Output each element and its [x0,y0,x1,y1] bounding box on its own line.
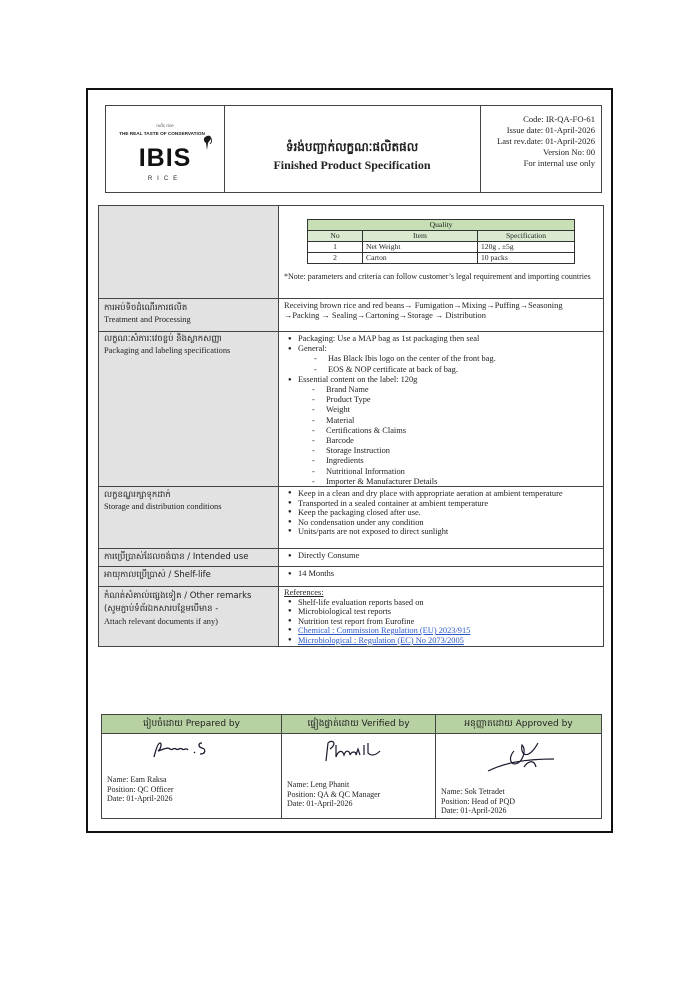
list-item: ● Keep the packaging closed after use. [284,508,598,518]
list-item: - Barcode [312,436,598,446]
approved-by-column [436,715,601,818]
prepared-by-header: រៀបចំដោយ Prepared by [102,715,281,734]
verified-date: Date: 01-April-2026 [287,799,353,809]
table-row [308,253,575,264]
remarks-row [99,586,603,646]
col-item: Item [363,231,478,242]
prepared-by-info [107,775,174,804]
list-item: ● Shelf-life evaluation reports based on [284,598,598,608]
storage-row [99,486,603,548]
list-item: - Ingredients [312,456,598,466]
last-rev-date: Last rev.date: 01-April-2026 [496,136,595,146]
remarks-label-cell [99,587,279,646]
doc-code: Code: IR-QA-FO-61 [523,114,595,124]
references-title: References: [284,588,324,597]
remarks-label-3: Attach relevant documents if any) [104,617,218,626]
treatment-label-cell [99,299,279,331]
verified-position: Position: QA & QC Manager [287,789,381,799]
prepared-by-column [102,715,282,818]
cell-item: Carton [363,253,478,264]
verified-name: Name: Leng Phanit [287,780,350,789]
link-text[interactable]: Microbiological : Regulation (EC) No 2073/2005 [298,635,464,645]
packaging-label-en: Packaging and labeling specifications [104,346,231,355]
approved-by-info [441,787,515,816]
internal-use-note: For internal use only [523,158,595,168]
approved-by-header: អនុញ្ញាតដោយ Approved by [436,715,601,734]
approved-signature-icon [484,737,556,777]
treatment-label-km: ការអប់ទិចដំណើរការផលិត [104,303,188,313]
title-khmer: ទំរង់បញ្ជាក់លក្ខណៈផលិតផល [285,140,419,154]
chemical-regulation-link[interactable] [284,626,598,636]
packaging-label-cell [99,332,279,486]
list-item: ● Transported in a sealed container at ambient temperature [284,499,598,509]
approved-date: Date: 01-April-2026 [441,806,507,816]
logo-brand: IBIS [138,144,192,172]
quality-table [307,219,575,264]
storage-label-cell [99,487,279,548]
list-item: ● Keep in a clean and dry place with appropriate aeration at ambient temperature [284,489,598,499]
shelf-life-label: អាយុកាលប្រើប្រាស់ / Shelf-life [104,570,211,580]
verified-signature-icon [320,737,386,765]
intended-label-cell [99,549,279,566]
list-item: ● 14 Months [284,569,598,579]
storage-label-km: លក្ខខណ្ឌរក្សាទុកដាក់ [104,490,171,500]
list-item: ● Microbiological test reports [284,607,598,617]
quality-row [99,206,603,298]
remarks-label-2: (សូមភ្ជាប់ទំព័រឯកសារបន្ថែមបើមាន - [104,604,219,614]
packaging-label-km: លក្ខណៈសំភារៈវេចខ្ចប់ និងស្លាកសញ្ញា [104,334,222,344]
prepared-date: Date: 01-April-2026 [107,794,173,804]
quality-content [279,206,603,298]
intended-use-row [99,548,603,566]
list-item: - Brand Name [312,385,598,395]
list-item: ● Units/parts are not exposed to direct sunlight [284,527,598,537]
packaging-content [279,332,603,486]
col-no: No [308,231,363,242]
title-english: Finished Product Specification [273,158,431,172]
issue-date: Issue date: 01-April-2026 [506,125,595,135]
cell-spec: 120g , ±5g [478,242,575,253]
list-item: - Has Black Ibis logo on the center of the front bag. [314,354,598,364]
quality-note: *Note: parameters and criteria can follow customer’s legal requirement and importing countries [284,272,591,281]
remarks-label-1: កំណត់សំគាល់ផ្សេងទៀត / Other remarks [104,591,252,601]
link-text[interactable]: Chemical : Commission Regulation (EU) 2023/915 [298,626,471,635]
ibis-rice-logo [106,106,225,192]
document-header [105,105,602,193]
verified-by-info [287,780,380,809]
title-cell [224,106,481,192]
signature-table [101,714,602,819]
list-item: - EOS & NOP certificate at back of bag. [314,365,598,375]
cell-no: 2 [308,253,363,264]
storage-content [279,487,603,548]
list-item: - Certifications & Claims [312,426,598,436]
quality-label-cell [99,206,279,298]
prepared-signature-icon [150,737,222,763]
list-item: - Importer & Manufacturer Details [312,477,598,487]
list-item: ● Packaging: Use a MAP bag as 1st packaging then seal [284,334,598,344]
logo-sub: RICE [147,176,183,182]
verified-by-column [282,715,436,818]
list-item: - Product Type [312,395,598,405]
list-item: - Nutritional Information [312,467,598,477]
treatment-text: Receiving brown rice and red beans→ Fumigation→Mixing→Puffing→Seasoning →Packing → Sealing→Cartoning→Storage → Distribution [284,301,563,321]
document-meta [480,106,601,192]
logo-tagline: THE REAL TASTE OF CONSERVATION [119,131,205,136]
treatment-row [99,298,603,331]
treatment-label-en: Treatment and Processing [104,315,191,324]
cell-spec: 10 packs [478,253,575,264]
approved-name: Name: Sok Tetradet [441,787,505,796]
logo-small-text: ruốc rice [156,123,174,128]
specification-table [98,205,604,647]
shelf-life-content [279,567,603,586]
list-item: ● Essential content on the label: 120g [284,375,598,385]
prepared-position: Position: QC Officer [107,784,174,794]
verified-by-header: ផ្ទៀងផ្ទាត់ដោយ Verified by [282,715,435,734]
packaging-row [99,331,603,486]
table-row [308,242,575,253]
microbiological-regulation-link[interactable] [284,636,598,646]
list-item: ● No condensation under any condition [284,518,598,528]
list-item: ● Directly Consume [284,551,598,561]
approved-position: Position: Head of PQD [441,796,515,806]
intended-use-content [279,549,603,566]
remarks-content [279,587,603,646]
storage-label-en: Storage and distribution conditions [104,502,222,511]
intended-use-label: ការប្រើប្រាស់ដែលចង់បាន / Intended use [104,552,249,562]
prepared-name: Name: Eam Raksa [107,775,167,784]
col-specification: Specification [478,231,575,242]
shelf-life-row [99,566,603,586]
cell-no: 1 [308,242,363,253]
cell-item: Net Weight [363,242,478,253]
list-item: - Storage Instruction [312,446,598,456]
quality-title: Quality [308,220,575,231]
version-no: Version No: 00 [542,147,595,157]
list-item: - Weight [312,405,598,415]
list-item: ● Nutrition test report from Eurofine [284,617,598,627]
list-item: - Material [312,416,598,426]
shelf-label-cell [99,567,279,586]
list-item: ● General: [284,344,598,354]
